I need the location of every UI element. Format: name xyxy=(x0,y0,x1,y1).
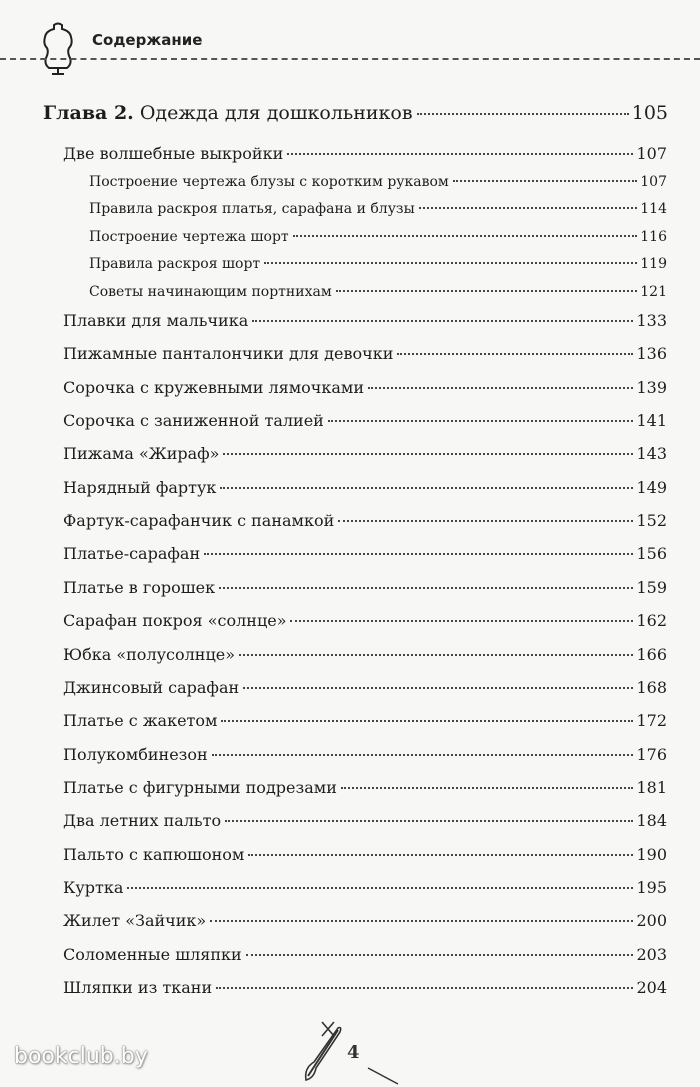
entry-title: Шляпки из ткани xyxy=(63,978,213,997)
dot-leader xyxy=(338,520,633,522)
page-number: 152 xyxy=(636,511,667,531)
toc-entry[interactable] xyxy=(63,578,667,597)
page-number: 168 xyxy=(636,677,667,697)
entry-title: Построение чертежа блузы с коротким рукавом xyxy=(89,173,449,190)
dot-leader xyxy=(219,587,633,589)
dot-leader xyxy=(223,453,633,455)
toc-entry[interactable] xyxy=(63,511,667,530)
toc-subentry[interactable] xyxy=(89,284,667,300)
entry-title: Нарядный фартук xyxy=(63,477,217,497)
entry-title: Платье в горошек xyxy=(63,577,216,597)
toc-entry[interactable] xyxy=(63,611,667,630)
page-number: 136 xyxy=(636,344,667,364)
dot-leader xyxy=(328,420,634,422)
page-number: 107 xyxy=(640,173,667,190)
chapter-label: Глава 2. xyxy=(43,102,134,124)
page-footer xyxy=(0,1010,700,1087)
toc-entry[interactable] xyxy=(63,911,667,930)
page-number: 172 xyxy=(636,711,667,731)
toc-entry[interactable] xyxy=(63,978,667,997)
entry-title: Джинсовый сарафан xyxy=(63,677,240,697)
page-number: 204 xyxy=(636,978,667,997)
entry-title: Плавки для мальчика xyxy=(63,311,249,330)
watermark: bookclub.by xyxy=(14,1044,148,1069)
dot-leader xyxy=(248,854,633,856)
toc-entry[interactable] xyxy=(63,411,667,430)
dot-leader xyxy=(264,262,637,264)
entry-title: Юбка «полусолнце» xyxy=(63,644,235,664)
mannequin-icon xyxy=(40,22,76,76)
entry-title: Правила раскроя шорт xyxy=(89,256,261,272)
entry-title: Фартук-сарафанчик с панамкой xyxy=(63,511,335,531)
chapter-name: Одежда для дошкольников xyxy=(139,102,413,124)
dot-leader xyxy=(417,113,629,115)
toc-subentry[interactable] xyxy=(89,201,667,217)
page-number: 107 xyxy=(636,144,667,163)
section-title: Содержание xyxy=(92,31,203,49)
entry-title: Платье с жакетом xyxy=(63,711,218,731)
toc-entry[interactable] xyxy=(63,878,667,897)
entry-title: Платье-сарафан xyxy=(63,544,201,564)
page-number: 195 xyxy=(636,877,667,897)
toc-entry[interactable] xyxy=(63,544,667,563)
toc-entry[interactable] xyxy=(63,478,667,497)
page-number: 190 xyxy=(636,844,667,864)
page-number: 162 xyxy=(636,611,667,631)
entry-title: Полукомбинезон xyxy=(63,744,208,764)
entry-title: Пальто с капюшоном xyxy=(63,844,245,864)
page-number: 156 xyxy=(636,544,667,564)
entry-title: Пижамные панталончики для девочки xyxy=(63,344,394,364)
toc-entry[interactable] xyxy=(63,444,667,463)
dot-leader xyxy=(252,320,633,322)
page-number: 133 xyxy=(636,311,667,330)
toc-entry[interactable] xyxy=(63,845,667,864)
dot-leader xyxy=(336,290,638,292)
page-number: 203 xyxy=(636,944,667,964)
dot-leader xyxy=(290,620,633,622)
dot-leader xyxy=(453,180,637,182)
page-number: 121 xyxy=(640,283,667,300)
page-number: 105 xyxy=(631,102,668,124)
chapter-title xyxy=(43,102,413,124)
toc-entry[interactable] xyxy=(63,745,667,764)
entry-title: Платье с фигурными подрезами xyxy=(63,777,337,797)
page-number: 141 xyxy=(636,411,667,431)
page-number: 139 xyxy=(636,377,667,397)
dot-leader xyxy=(225,820,633,822)
toc-entry[interactable] xyxy=(63,144,667,163)
page-number-footer: 4 xyxy=(347,1042,360,1063)
entry-title: Сарафан покроя «солнце» xyxy=(63,611,287,631)
page-number: 181 xyxy=(636,777,667,797)
dot-leader xyxy=(221,720,633,722)
toc-entry[interactable] xyxy=(63,311,667,330)
dot-leader xyxy=(397,353,633,355)
entry-title: Сорочка с заниженной талией xyxy=(63,411,324,431)
dot-leader xyxy=(293,235,638,237)
page-number: 200 xyxy=(636,911,667,931)
toc-entry[interactable] xyxy=(63,344,667,363)
entry-title: Пижама «Жираф» xyxy=(63,444,220,464)
entry-title: Куртка xyxy=(63,877,124,897)
dot-leader xyxy=(419,207,638,209)
toc-entry[interactable] xyxy=(63,811,667,830)
dot-leader xyxy=(210,920,633,922)
entry-title: Советы начинающим портнихам xyxy=(89,283,332,300)
dot-leader xyxy=(216,987,633,989)
page-number: 159 xyxy=(636,577,667,597)
dot-leader xyxy=(287,153,633,155)
toc-subentry[interactable] xyxy=(89,229,667,245)
toc-subentry[interactable] xyxy=(89,256,667,272)
entry-title: Сорочка с кружевными лямочками xyxy=(63,377,365,397)
toc-entry[interactable] xyxy=(63,645,667,664)
dot-leader xyxy=(246,954,634,956)
chapter-entry[interactable] xyxy=(43,102,668,124)
page-number: 184 xyxy=(636,811,667,831)
toc-entry[interactable] xyxy=(63,678,667,697)
toc-subentry[interactable] xyxy=(89,174,667,190)
dot-leader xyxy=(212,754,634,756)
dot-leader xyxy=(127,887,633,889)
dot-leader xyxy=(368,387,633,389)
toc-entry[interactable] xyxy=(63,778,667,797)
page-header xyxy=(0,0,700,70)
dot-leader xyxy=(341,787,634,789)
header-divider xyxy=(0,58,700,60)
toc-entry[interactable] xyxy=(63,945,667,964)
entry-title: Две волшебные выкройки xyxy=(63,144,284,163)
page-number: 166 xyxy=(636,644,667,664)
dot-leader xyxy=(220,487,633,489)
entry-title: Два летних пальто xyxy=(63,811,222,831)
page-number: 176 xyxy=(636,744,667,764)
dot-leader xyxy=(239,654,633,656)
page-number: 119 xyxy=(640,256,667,272)
dot-leader xyxy=(204,553,633,555)
page-number: 116 xyxy=(640,228,667,245)
page-number: 149 xyxy=(636,477,667,497)
entry-title: Правила раскроя платья, сарафана и блузы xyxy=(89,201,415,217)
page-number: 143 xyxy=(636,444,667,464)
entry-title: Соломенные шляпки xyxy=(63,944,242,964)
entry-title: Жилет «Зайчик» xyxy=(63,911,207,931)
dot-leader xyxy=(243,687,633,689)
entry-title: Построение чертежа шорт xyxy=(89,228,289,245)
toc-entry[interactable] xyxy=(63,711,667,730)
toc-entry[interactable] xyxy=(63,378,667,397)
page-number: 114 xyxy=(640,201,667,217)
